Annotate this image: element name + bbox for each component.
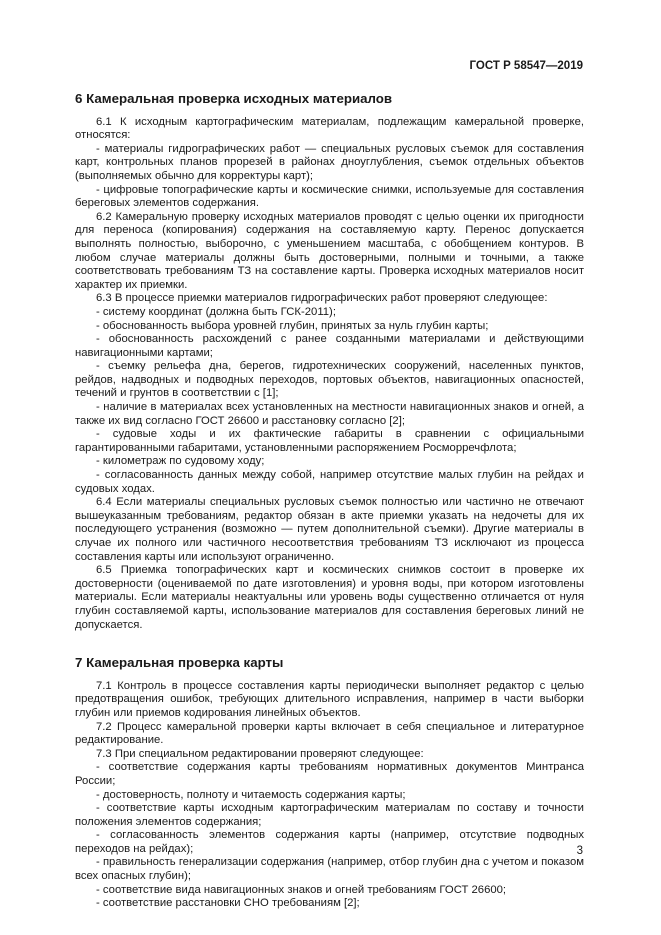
list-item: - правильность генерализации содержания (например, отбор глубин дна с учетом и показом всех опасных глубин); bbox=[75, 856, 584, 883]
list-item: - материалы гидрографических работ — специальных русловых съемок для составления карт, контрольных планов прорезей в районах дноуглубления, съемок отдельных объектов (выполняемых обычно для корректуры карт); bbox=[75, 142, 584, 182]
paragraph: 6.2 Камеральную проверку исходных материалов проводят с целью оценки их пригодности для переноса (копирования) содержания на составляемую карту. Перенос допускается выполнять полностью, выборочно, с уменьшением масштаба, с обобщением контуров. В любом случае материалы должны быть достоверными, полными и точными, а также соответствовать требованиям ТЗ на составление карты. Проверка исходных материалов носит характер их приемки. bbox=[75, 210, 584, 291]
list-item: - систему координат (должна быть ГСК-2011); bbox=[96, 305, 336, 318]
list-item: - обоснованность расхождений с ранее созданными материалами и действующими навигационными картами; bbox=[75, 333, 584, 359]
section-7-heading: 7 Камеральная проверка карты bbox=[75, 655, 284, 671]
paragraph: 6.4 Если материалы специальных русловых съемок полностью или частично не отвечают вышеуказанным требованиям, редактор обязан в акте приемки указать на недочеты для их последующего устранения (возможно — путем дополнительной съемки). Другие материалы в случае их полного или частичного несоответствия требованиям ТЗ исключают из процесса составления карты или используют ограниченно. bbox=[75, 496, 584, 563]
section-6-body bbox=[75, 116, 584, 633]
list-item: - съемку рельефа дна, берегов, гидротехнических сооружений, населенных пунктов, рейдов, надводных и подводных переходов, портовых объектов, навигационных опасностей, течений и грунтов в соответствии с [1]; bbox=[75, 360, 584, 400]
section-7-body bbox=[75, 680, 584, 911]
paragraph: 7.3 При специальном редактировании проверяют следующее: bbox=[96, 747, 424, 760]
list-item: - соответствие расстановки СНО требованиям [2]; bbox=[96, 897, 360, 910]
list-item: - цифровые топографические карты и космические снимки, используемые для составления береговых элементов содержания. bbox=[75, 183, 584, 210]
document-header: ГОСТ Р 58547—2019 bbox=[469, 60, 583, 72]
list-item: - судовые ходы и их фактические габариты в сравнении с официальными гарантированными габаритами, установленными распоряжением Росморречфлота; bbox=[75, 428, 584, 454]
paragraph: 6.1 К исходным картографическим материалам, подлежащим камеральной проверке, относятся: bbox=[75, 115, 584, 142]
list-item: - соответствие карты исходным картографическим материалам по составу и точности положения элементов содержания; bbox=[75, 802, 584, 828]
list-item: - согласованность элементов содержания карты (например, отсутствие подводных переходов на рейдах); bbox=[75, 829, 584, 855]
page-content bbox=[75, 92, 584, 911]
paragraph: 6.5 Приемка топографических карт и космических снимков состоит в проверке их достоверности (оцениваемой по дате изготовления) и уровня воды, при котором изготовлены материалы. Если материалы неактуальны или уровень воды существенно отличается от нуля глубин составляемой карты, использование материалов для составления береговых линий не допускается. bbox=[75, 564, 584, 631]
paragraph: 7.2 Процесс камеральной проверки карты включает в себя специальное и литературное редактирование. bbox=[75, 720, 584, 747]
list-item: - обоснованность выбора уровней глубин, принятых за нуль глубин карты; bbox=[96, 319, 489, 332]
paragraph: 6.3 В процессе приемки материалов гидрографических работ проверяют следующее: bbox=[96, 292, 548, 305]
list-item: - согласованность данных между собой, например отсутствие малых глубин на рейдах и судовых ходах. bbox=[75, 469, 584, 495]
page-number: 3 bbox=[576, 845, 583, 857]
list-item: - соответствие содержания карты требованиям нормативных документов Минтранса России; bbox=[75, 761, 584, 787]
list-item: - наличие в материалах всех установленных на местности навигационных знаков и огней, а также их вид согласно ГОСТ 26600 и расстановку согласно [2]; bbox=[75, 401, 584, 427]
section-6-heading: 6 Камеральная проверка исходных материалов bbox=[75, 91, 393, 106]
paragraph: 7.1 Контроль в процессе составления карты периодически выполняет редактор с целью предотвращения ошибок, требующих длительного исправления, например в части выборки глубин или приемов кодирования линейных объектов. bbox=[75, 679, 584, 719]
list-item: - соответствие вида навигационных знаков и огней требованиям ГОСТ 26600; bbox=[96, 883, 507, 896]
list-item: - километраж по судовому ходу; bbox=[96, 455, 265, 468]
list-item: - достоверность, полноту и читаемость содержания карты; bbox=[96, 788, 406, 801]
